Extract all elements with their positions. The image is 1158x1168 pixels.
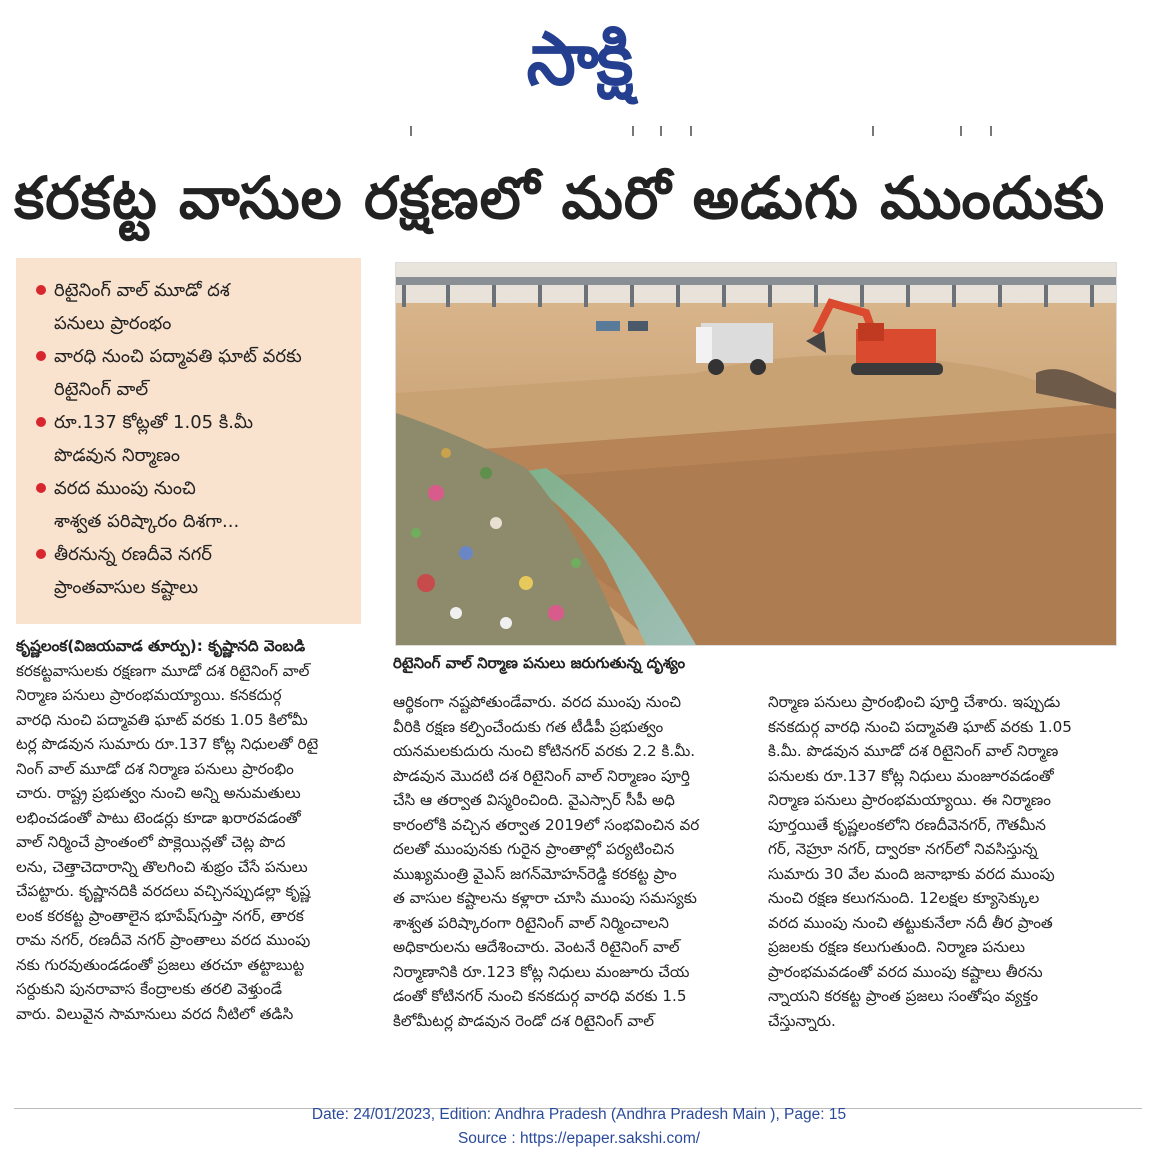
newspaper-logo xyxy=(0,15,1158,110)
article-column-2: ఆర్థికంగా నష్టపోతుండేవారు. వరద ముంపు నుంచి వీరికి రక్షణ కల్పించేందుకు గత టీడీపీ ప్రభుత్వం యనమలకుదురు నుంచి కోటినగర్ వరకు 2.2 కి.మీ. పొడవున మొదటి దశ రిటైనింగ్ వాల్ నిర్మాణం పూర్తి చేసి ఆ తర్వాత విస్మరించింది. వైఎస్సార్ సీపీ అధి కారంలోకి వచ్చిన తర్వాత 2019లో సంభవించిన వర దలతో ముంపునకు గురైన ప్రాంతాల్లో పర్యటించిన ముఖ్యమంత్రి వైఎస్ జగన్‌మోహన్‌రెడ్డి కరకట్ట ప్రాం త వాసుల కష్టాలను కళ్లారా చూసి ముంపు సమస్యకు శాశ్వత పరిష్కారంగా రిటైనింగ్ వాల్ నిర్మించాలని అధికారులను ఆదేశించారు. వెంటనే రిటైనింగ్ వాల్ నిర్మాణానికి రూ.123 కోట్ల నిధులు మంజూరు చేయ డంతో కోటినగర్ నుంచి కనకదుర్గ వారధి వరకు 1.5 కిలోమీటర్ల పొడవున రెండో దశ రిటైనింగ్ వాల్ xyxy=(393,693,700,1030)
logo-text: సాక్షి xyxy=(526,15,632,102)
article-headline: కరకట్ట వాసుల రక్షణలో మరో అడుగు ముందుకు xyxy=(14,164,1106,232)
article-column-1: కృష్ణలంక(విజయవాడ తూర్పు): కృష్ణానది వెంబడి కరకట్టవాసులకు రక్షణగా మూడో దశ రిటైనింగ్ వాల్ నిర్మాణ పనులు ప్రారంభమయ్యాయి. కనకదుర్గ వారధి నుంచి పద్మావతి ఘాట్ వరకు 1.05 కిలోమీ టర్ల పొడవున సుమారు రూ.137 కోట్ల నిధులతో రిటై నింగ్ వాల్ మూడో దశ నిర్మాణ పనులు ప్రారంభిం చారు. రాష్ట్ర ప్రభుత్వం నుంచి అన్ని అనుమతులు లభించడంతో పాటు టెండర్లు కూడా ఖరారవడంతో వాల్ నిర్మించే ప్రాంతంలో పొక్లెయిన్లతో చెట్ల పొద లను, చెత్తాచెదారాన్ని తొలగించి శుభ్రం చేసే పనులు చేపట్టారు. కృష్ణానదికి వరదలు వచ్చినప్పుడల్లా కృష్ణ లంక కరకట్ట ప్రాంతాలైన భూపేష్‌గుప్తా నగర్, తారక రామ నగర్, రణదీవె నగర్ ప్రాంతాలు వరద ముంపు నకు గురవుతుండడంతో ప్రజలు తరచూ తట్టాబుట్ట సర్దుకుని పునరావాస కేంద్రాలకు తరలి వెళ్తుండే వారు. విలువైన సామానులు వరద నీటిలో తడిసి xyxy=(16,637,319,1023)
highlight-item: రూ.137 కోట్లతో 1.05 కి.మీ పొడవున నిర్మాణం xyxy=(36,406,349,472)
highlight-item: రిటైనింగ్ వాల్ మూడో దశ పనులు ప్రారంభం xyxy=(36,274,349,340)
edition-info: Date: 24/01/2023, Edition: Andhra Pradesh (Andhra Pradesh Main ), Page: 15 xyxy=(311,1106,847,1123)
article-column-3: నిర్మాణ పనులు ప్రారంభించి పూర్తి చేశారు. ఇప్పుడు కనకదుర్గ వారధి నుంచి పద్మావతి ఘాట్ వరకు 1.05 కి.మీ. పొడవున మూడో దశ రిటైనింగ్ వాల్ నిర్మాణ పనులకు రూ.137 కోట్ల నిధులు మంజూరవడంతో నిర్మాణ పనులు ప్రారంభమయ్యాయి. ఈ నిర్మాణం పూర్తయితే కృష్ణలంకలోని రణదీవెనగర్, గౌతమీన గర్, నెహ్రూ నగర్, ద్వారకా నగర్‌లో నివసిస్తున్న సుమారు 30 వేల మంది జనాభాకు వరద ముంపు నుంచి రక్షణ కలుగనుంది. 12లక్షల క్యూసెక్కుల వరద ముంపు నుంచి తట్టుకునేలా నదీ తీర ప్రాంత ప్రజలకు రక్షణ కలుగుతుంది. నిర్మాణ పనులు ప్రారంభమవడంతో వరద ముంపు కష్టాలు తీరను న్నాయని కరకట్ట ప్రాంత ప్రజలు సంతోషం వ్యక్తం చేస్తున్నారు. xyxy=(768,693,1072,1030)
construction-site-photo xyxy=(395,262,1117,646)
source-link[interactable]: Source : https://epaper.sakshi.com/ xyxy=(457,1130,701,1147)
highlights-box xyxy=(16,258,361,624)
photo-caption: రిటైనింగ్ వాల్ నిర్మాణ పనులు జరుగుతున్న దృశ్యం xyxy=(393,654,686,672)
clipped-text-strip xyxy=(0,126,1158,140)
highlight-item: వరద ముంపు నుంచి శాశ్వత పరిష్కారం దిశగా... xyxy=(36,472,349,538)
highlight-item: తీరనున్న రణదీవె నగర్ ప్రాంతవాసుల కష్టాలు xyxy=(36,538,349,604)
highlight-item: వారధి నుంచి పద్మావతి ఘాట్ వరకు రిటైనింగ్ వాల్ xyxy=(36,340,349,406)
